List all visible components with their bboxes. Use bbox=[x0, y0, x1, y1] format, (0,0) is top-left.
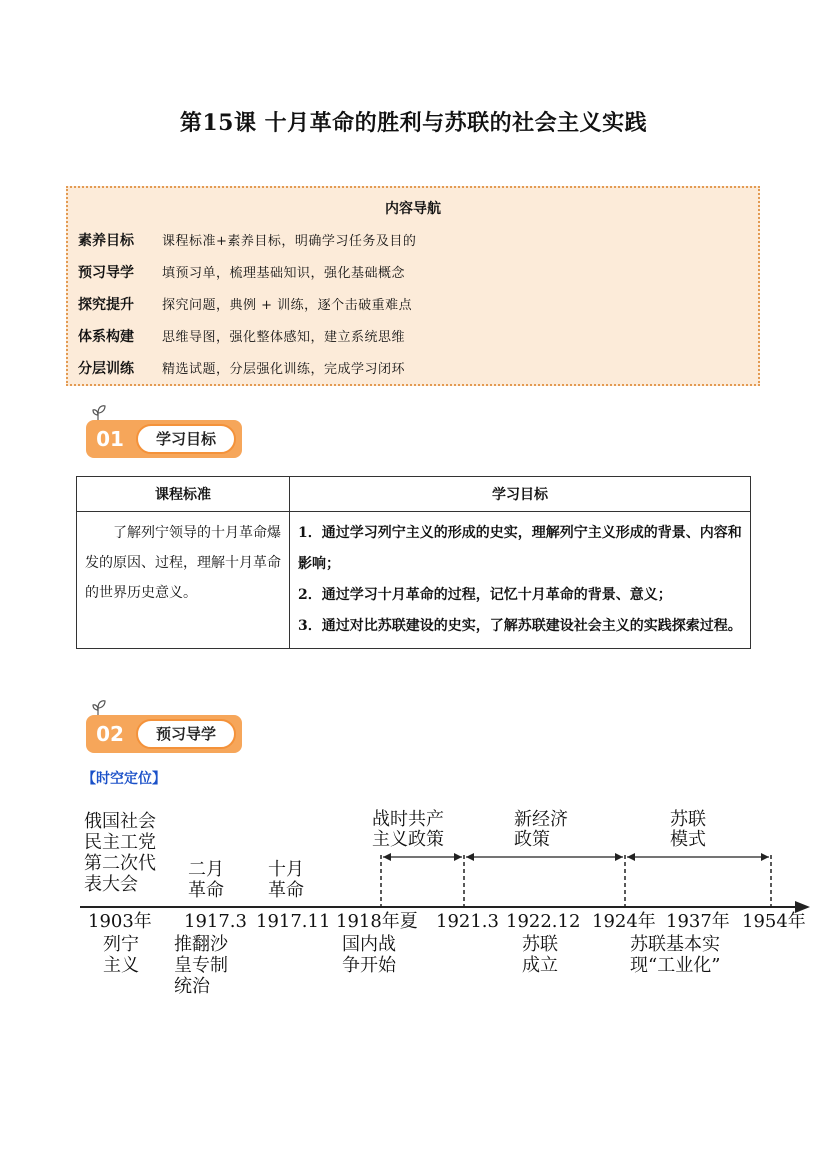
year-label: 1921.3 bbox=[436, 911, 499, 932]
table-header-row bbox=[77, 477, 751, 512]
event-label: 列宁 主义 bbox=[103, 934, 139, 976]
nav-row-value: 探究问题，典例 + 训练，逐个击破重难点 bbox=[162, 298, 413, 313]
nav-row-value: 填预习单，梳理基础知识，强化基础概念 bbox=[162, 266, 406, 281]
table-header: 课程标准 bbox=[77, 477, 290, 512]
nav-row-value: 课程标准+素养目标，明确学习任务及目的 bbox=[162, 234, 417, 249]
learning-goal: 3．通过对比苏联建设的史实，了解苏联建设社会主义的实践探索过程。 bbox=[298, 618, 742, 634]
period-label: 苏联 模式 bbox=[670, 809, 706, 850]
year-label: 1922.12 bbox=[506, 911, 581, 932]
nav-row-value: 精选试题，分层强化训练，完成学习闭环 bbox=[162, 362, 406, 377]
event-label: 苏联基本实 现“工业化” bbox=[630, 934, 721, 976]
section-badge-objectives bbox=[80, 402, 245, 462]
period-arrow bbox=[383, 853, 462, 861]
badge-number: 01 bbox=[96, 427, 124, 451]
nav-row-key: 分层训练 bbox=[78, 361, 134, 377]
section-badge-preview bbox=[80, 697, 245, 757]
period-label: 战时共产 主义政策 bbox=[372, 809, 444, 850]
event-label: 俄国社会 民主工党 第二次代 表大会 bbox=[84, 811, 156, 895]
event-label: 苏联 成立 bbox=[522, 934, 558, 976]
course-standard-text: 了解列宁领导的十月革命爆发的原因、过程，理解十月革命的世界历史意义。 bbox=[85, 525, 281, 601]
learning-goal: 2．通过学习十月革命的过程，记忆十月革命的背景、意义； bbox=[298, 587, 672, 603]
course-standard-cell bbox=[77, 512, 290, 649]
table-header: 学习目标 bbox=[290, 477, 751, 512]
event-label: 二月 革命 bbox=[188, 859, 224, 901]
event-label: 十月 革命 bbox=[268, 859, 304, 901]
year-label: 1903年 bbox=[88, 911, 152, 932]
year-label: 1937年 bbox=[666, 911, 730, 932]
event-label: 国内战 争开始 bbox=[342, 934, 396, 976]
nav-row bbox=[78, 326, 405, 350]
event-label: 推翻沙 皇专制 统治 bbox=[174, 934, 228, 995]
period-label: 新经济 政策 bbox=[514, 809, 568, 850]
year-label: 1917.3 bbox=[184, 911, 247, 932]
nav-row bbox=[78, 294, 412, 318]
nav-row-value: 思维导图，强化整体感知，建立系统思维 bbox=[162, 330, 406, 345]
content-navigation-box bbox=[66, 186, 760, 386]
period-arrow bbox=[466, 853, 623, 861]
year-label: 1924年 bbox=[592, 911, 656, 932]
nav-row bbox=[78, 358, 405, 382]
year-label: 1917.11 bbox=[256, 911, 331, 932]
learning-goal: 1．通过学习列宁主义的形成的史实，理解列宁主义形成的背景、内容和影响； bbox=[298, 525, 742, 572]
badge-number: 02 bbox=[96, 722, 124, 746]
history-timeline bbox=[70, 795, 820, 995]
year-label: 1954年 bbox=[742, 911, 806, 932]
badge-label: 学习目标 bbox=[136, 424, 236, 454]
objectives-table bbox=[76, 476, 751, 649]
nav-row-key: 预习导学 bbox=[78, 265, 134, 281]
year-label: 1918年夏 bbox=[336, 911, 418, 932]
nav-row-key: 体系构建 bbox=[78, 329, 134, 345]
nav-row-key: 素养目标 bbox=[78, 233, 134, 249]
badge-label: 预习导学 bbox=[136, 719, 236, 749]
learning-goals-cell bbox=[290, 512, 751, 649]
period-arrow bbox=[627, 853, 769, 861]
nav-heading: 内容导航 bbox=[385, 201, 441, 217]
subheading-time-space: 【时空定位】 bbox=[82, 771, 166, 787]
nav-row bbox=[78, 230, 416, 254]
nav-row bbox=[78, 262, 405, 286]
table-row bbox=[77, 512, 751, 649]
page-title: 第15课 十月革命的胜利与苏联的社会主义实践 bbox=[179, 110, 648, 136]
nav-row-key: 探究提升 bbox=[78, 297, 134, 313]
